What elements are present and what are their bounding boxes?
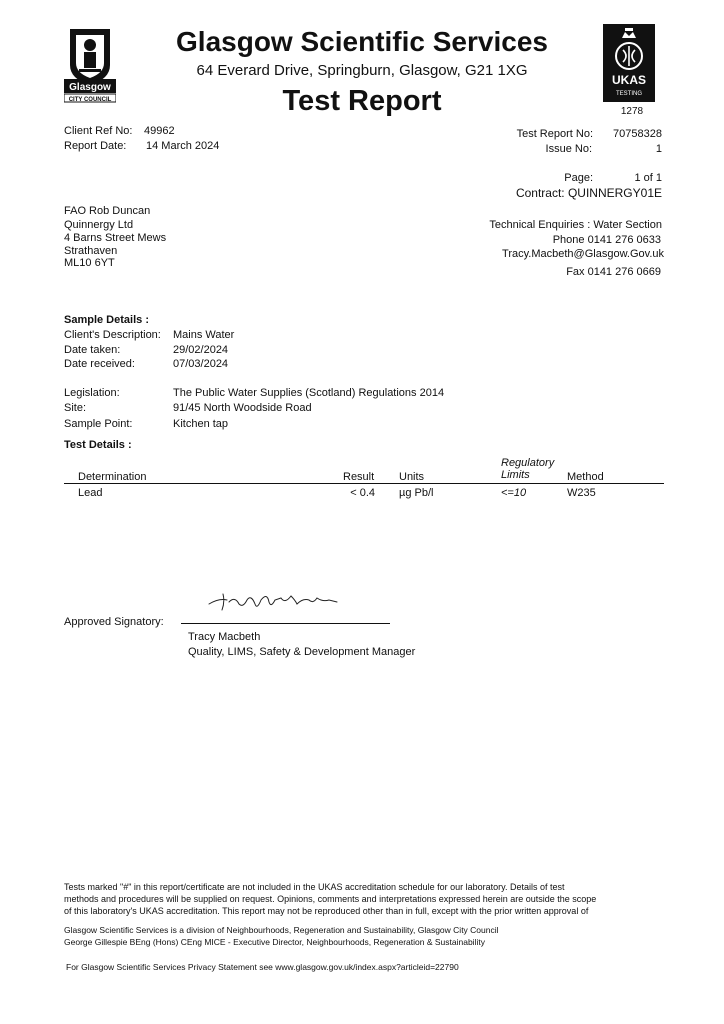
row-determination: Lead bbox=[78, 487, 103, 499]
sample-details-heading: Sample Details : bbox=[64, 314, 149, 326]
contract-number: Contract: QUINNERGY01E bbox=[515, 186, 662, 200]
director-statement: George Gillespie BEng (Hons) CEng MICE - Executive Director, Neighbourhoods, Regeneration & Sustainability bbox=[64, 937, 485, 947]
column-header-determination: Determination bbox=[78, 471, 147, 483]
signature-line bbox=[181, 623, 390, 624]
recipient-street: 4 Barns Street Mews bbox=[64, 232, 167, 244]
approved-signatory-label: Approved Signatory: bbox=[64, 616, 164, 628]
svg-text:CITY COUNCIL: CITY COUNCIL bbox=[68, 97, 112, 103]
organisation-name: Glasgow Scientific Services bbox=[176, 26, 548, 57]
test-report-no-label: Test Report No: bbox=[516, 128, 593, 140]
sample-description-label: Client's Description: bbox=[64, 329, 161, 341]
column-header-limits: Limits bbox=[501, 469, 530, 481]
report-date-value: 14 March 2024 bbox=[146, 140, 220, 152]
row-limit: <=10 bbox=[501, 487, 527, 499]
issue-no-label: Issue No: bbox=[545, 143, 592, 155]
date-taken-label: Date taken: bbox=[64, 344, 121, 356]
signatory-name: Tracy Macbeth bbox=[188, 631, 261, 643]
test-details-heading: Test Details : bbox=[64, 439, 132, 451]
enquiries-email: Tracy.Macbeth@Glasgow.Gov.uk bbox=[502, 248, 664, 260]
site-value: 91/45 North Woodside Road bbox=[173, 402, 312, 414]
test-report-no-value: 70758328 bbox=[613, 128, 662, 140]
sample-description-value: Mains Water bbox=[173, 329, 235, 341]
column-header-units: Units bbox=[399, 471, 425, 483]
page-value: 1 of 1 bbox=[634, 172, 662, 184]
recipient-town: Strathaven bbox=[64, 245, 118, 257]
recipient-fao: FAO Rob Duncan bbox=[64, 205, 151, 217]
date-taken-value: 29/02/2024 bbox=[173, 344, 229, 356]
row-result: < 0.4 bbox=[350, 487, 375, 499]
technical-enquiries: Technical Enquiries : Water Section bbox=[489, 219, 662, 231]
report-date-label: Report Date: bbox=[64, 140, 127, 152]
table-header-rule bbox=[64, 483, 664, 484]
row-units: µg Pb/l bbox=[399, 487, 434, 499]
enquiries-fax: Fax 0141 276 0669 bbox=[566, 266, 661, 278]
organisation-address: 64 Everard Drive, Springburn, Glasgow, G21 1XG bbox=[196, 62, 528, 79]
column-header-regulatory: Regulatory bbox=[501, 457, 555, 469]
row-method: W235 bbox=[567, 487, 596, 499]
ukas-accreditation-logo bbox=[603, 24, 655, 102]
client-ref-label: Client Ref No: bbox=[64, 125, 133, 137]
client-ref-value: 49962 bbox=[144, 125, 175, 137]
handwritten-signature bbox=[205, 588, 345, 614]
signatory-role: Quality, LIMS, Safety & Development Manager bbox=[188, 646, 416, 658]
issue-no-value: 1 bbox=[655, 143, 662, 155]
sample-point-value: Kitchen tap bbox=[173, 418, 229, 430]
division-statement: Glasgow Scientific Services is a division of Neighbourhoods, Regeneration and Sustainability, Glasgow City Council bbox=[64, 925, 499, 935]
disclaimer-line-1: Tests marked "#" in this report/certificate are not included in the UKAS accreditation schedule for our laboratory. Details of test bbox=[64, 882, 565, 892]
signature-icon bbox=[205, 588, 345, 614]
enquiries-phone: Phone 0141 276 0633 bbox=[552, 234, 661, 246]
column-header-method: Method bbox=[567, 471, 604, 483]
privacy-statement: For Glasgow Scientific Services Privacy Statement see www.glasgow.gov.uk/index.aspx?articleid=22790 bbox=[66, 962, 459, 972]
disclaimer-line-3: of this laboratory's UKAS accreditation. This report may not be reproduced other than in full, except with the prior written approval of bbox=[64, 906, 589, 916]
recipient-postcode: ML10 6YT bbox=[64, 257, 115, 269]
report-title: Test Report bbox=[282, 85, 442, 117]
svg-text:UKAS: UKAS bbox=[611, 73, 647, 87]
svg-text:Glasgow: Glasgow bbox=[69, 82, 111, 93]
recipient-company: Quinnergy Ltd bbox=[64, 219, 134, 231]
ukas-number: 1278 bbox=[620, 106, 644, 117]
legislation-value: The Public Water Supplies (Scotland) Regulations 2014 bbox=[173, 387, 445, 399]
date-received-label: Date received: bbox=[64, 358, 135, 370]
legislation-label: Legislation: bbox=[64, 387, 120, 399]
sample-point-label: Sample Point: bbox=[64, 418, 133, 430]
date-received-value: 07/03/2024 bbox=[173, 358, 229, 370]
page-label: Page: bbox=[564, 172, 593, 184]
column-header-result: Result bbox=[343, 471, 375, 483]
disclaimer-line-2: methods and procedures will be supplied on request. Opinions, comments and interpretations expressed herein are outside the scope bbox=[64, 894, 597, 904]
ukas-crown-icon bbox=[603, 24, 655, 102]
site-label: Site: bbox=[64, 402, 87, 414]
svg-text:TESTING: TESTING bbox=[615, 91, 643, 97]
